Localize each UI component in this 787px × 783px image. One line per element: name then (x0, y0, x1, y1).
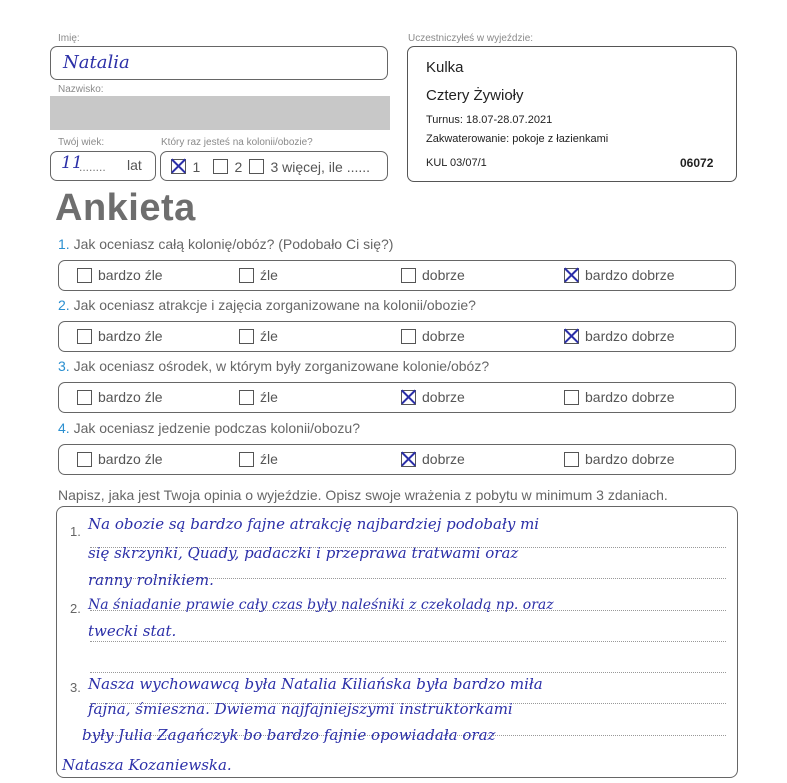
trip-turnus: Turnus: 18.07-28.07.2021 (426, 114, 553, 126)
rating-option-label: dobrze (422, 389, 465, 406)
rating-option[interactable] (239, 388, 278, 405)
answer-line: Nasza wychowawcą była Natalia Kiliańska była bardzo miła (88, 675, 543, 693)
rating-option[interactable] (239, 266, 278, 283)
checkbox-icon[interactable] (401, 329, 416, 344)
checkbox-icon[interactable] (77, 452, 92, 467)
trip-name: Kulka (426, 59, 464, 76)
rating-option-label: źle (260, 267, 278, 284)
trip-code: KUL 03/07/1 (426, 157, 487, 169)
rating-option[interactable] (239, 450, 278, 467)
rating-option[interactable] (77, 327, 163, 344)
checkbox-icon[interactable] (401, 390, 416, 405)
checkbox-icon[interactable] (239, 268, 254, 283)
rating-option[interactable] (77, 266, 163, 283)
checkbox-icon[interactable] (77, 268, 92, 283)
answer-line: fajna, śmieszna. Dwiema najfajniejszymi instruktorkami (88, 700, 513, 718)
rating-option[interactable] (401, 388, 465, 405)
answer-line: ranny rolnikiem. (88, 571, 214, 589)
times-option-3[interactable]: 3 więcej, ile ...... (249, 158, 370, 176)
checkbox-icon[interactable] (77, 329, 92, 344)
answer-line: Na obozie są bardzo fajne atrakcję najbardziej podobały mi (88, 515, 540, 533)
name-value: Natalia (63, 52, 130, 73)
trip-card (407, 46, 737, 182)
rating-option-label: bardzo dobrze (585, 451, 675, 468)
times-option-1[interactable]: 1 (171, 158, 200, 176)
age-label: Twój wiek: (58, 137, 105, 148)
answer-number-1: 1. (70, 524, 81, 539)
rating-option[interactable] (77, 388, 163, 405)
question-4-options (58, 444, 736, 475)
trip-number: 06072 (680, 156, 714, 170)
trip-program: Cztery Żywioły (426, 87, 524, 104)
rating-option-label: bardzo źle (98, 328, 163, 345)
answer-line: Natasza Kozaniewska. (62, 756, 232, 774)
checkbox-icon[interactable] (564, 329, 579, 344)
question-1-options (58, 260, 736, 291)
writing-line (90, 641, 726, 642)
answer-line: się skrzynki, Quady, padaczki i przeprawa tratwami oraz (88, 544, 519, 562)
name-label: Imię: (58, 33, 80, 44)
checkbox-icon[interactable] (171, 159, 186, 174)
age-dots: ........ (79, 160, 106, 174)
checkbox-icon[interactable] (239, 329, 254, 344)
answer-number-2: 2. (70, 601, 81, 616)
age-field[interactable] (50, 151, 156, 181)
rating-option-label: bardzo dobrze (585, 389, 675, 406)
rating-option-label: źle (260, 389, 278, 406)
question-4-label (58, 420, 360, 436)
answer-line: twecki stat. (88, 622, 177, 640)
rating-option[interactable] (401, 266, 465, 283)
rating-option[interactable] (77, 450, 163, 467)
rating-option-label: bardzo dobrze (585, 267, 675, 284)
question-number: 3. (58, 358, 70, 374)
opinion-prompt: Napisz, jaka jest Twoja opinia o wyjeździe. Opisz swoje wrażenia z pobytu w minimum 3 zdaniach. (58, 487, 668, 503)
rating-option-label: źle (260, 451, 278, 468)
rating-option-label: dobrze (422, 267, 465, 284)
rating-option-label: bardzo źle (98, 451, 163, 468)
checkbox-icon[interactable] (401, 268, 416, 283)
checkbox-icon[interactable] (564, 390, 579, 405)
rating-option[interactable] (401, 327, 465, 344)
rating-option[interactable] (564, 327, 675, 344)
checkbox-icon[interactable] (77, 390, 92, 405)
checkbox-icon[interactable] (213, 159, 228, 174)
checkbox-icon[interactable] (249, 159, 264, 174)
question-text: Jak oceniasz jedzenie podczas kolonii/obozu? (73, 420, 360, 436)
question-3-options (58, 382, 736, 413)
answer-number-3: 3. (70, 680, 81, 695)
rating-option-label: źle (260, 328, 278, 345)
question-3-label (58, 358, 489, 374)
question-text: Jak oceniasz całą kolonię/obóz? (Podobało Ci się?) (73, 236, 394, 252)
rating-option-label: bardzo źle (98, 267, 163, 284)
trip-accommodation: Zakwaterowanie: pokoje z łazienkami (426, 133, 609, 145)
rating-option-label: dobrze (422, 328, 465, 345)
checkbox-icon[interactable] (401, 452, 416, 467)
checkbox-icon[interactable] (564, 452, 579, 467)
answer-line: Na śniadanie prawie cały czas były naleśniki z czekoladą np. oraz (88, 597, 554, 613)
rating-option-label: bardzo dobrze (585, 328, 675, 345)
question-number: 4. (58, 420, 70, 436)
question-2-label (58, 297, 476, 313)
age-unit: lat (127, 157, 142, 173)
writing-line (90, 672, 726, 673)
times-label: Który raz jesteś na kolonii/obozie? (161, 137, 313, 148)
rating-option-label: bardzo źle (98, 389, 163, 406)
question-number: 2. (58, 297, 70, 313)
checkbox-icon[interactable] (239, 390, 254, 405)
checkbox-icon[interactable] (239, 452, 254, 467)
times-field (160, 151, 388, 181)
question-1-label (58, 236, 393, 252)
name-field[interactable] (50, 46, 388, 80)
rating-option[interactable] (564, 266, 675, 283)
rating-option-label: dobrze (422, 451, 465, 468)
age-value: 11 (61, 153, 83, 173)
answer-line: były Julia Zagańczyk bo bardzo fajnie opowiadała oraz (82, 726, 496, 744)
trip-label: Uczestniczyłeś w wyjeździe: (408, 33, 534, 44)
rating-option[interactable] (564, 388, 675, 405)
survey-title: Ankieta (55, 187, 196, 229)
surname-label: Nazwisko: (58, 84, 104, 95)
times-option-2[interactable]: 2 (213, 158, 242, 176)
question-number: 1. (58, 236, 70, 252)
question-text: Jak oceniasz ośrodek, w którym były zorganizowane kolonie/obóz? (73, 358, 490, 374)
rating-option[interactable] (564, 450, 675, 467)
question-text: Jak oceniasz atrakcje i zajęcia zorganizowane na kolonii/obozie? (73, 297, 476, 313)
surname-redacted (50, 96, 390, 130)
question-2-options (58, 321, 736, 352)
rating-option[interactable] (401, 450, 465, 467)
checkbox-icon[interactable] (564, 268, 579, 283)
rating-option[interactable] (239, 327, 278, 344)
